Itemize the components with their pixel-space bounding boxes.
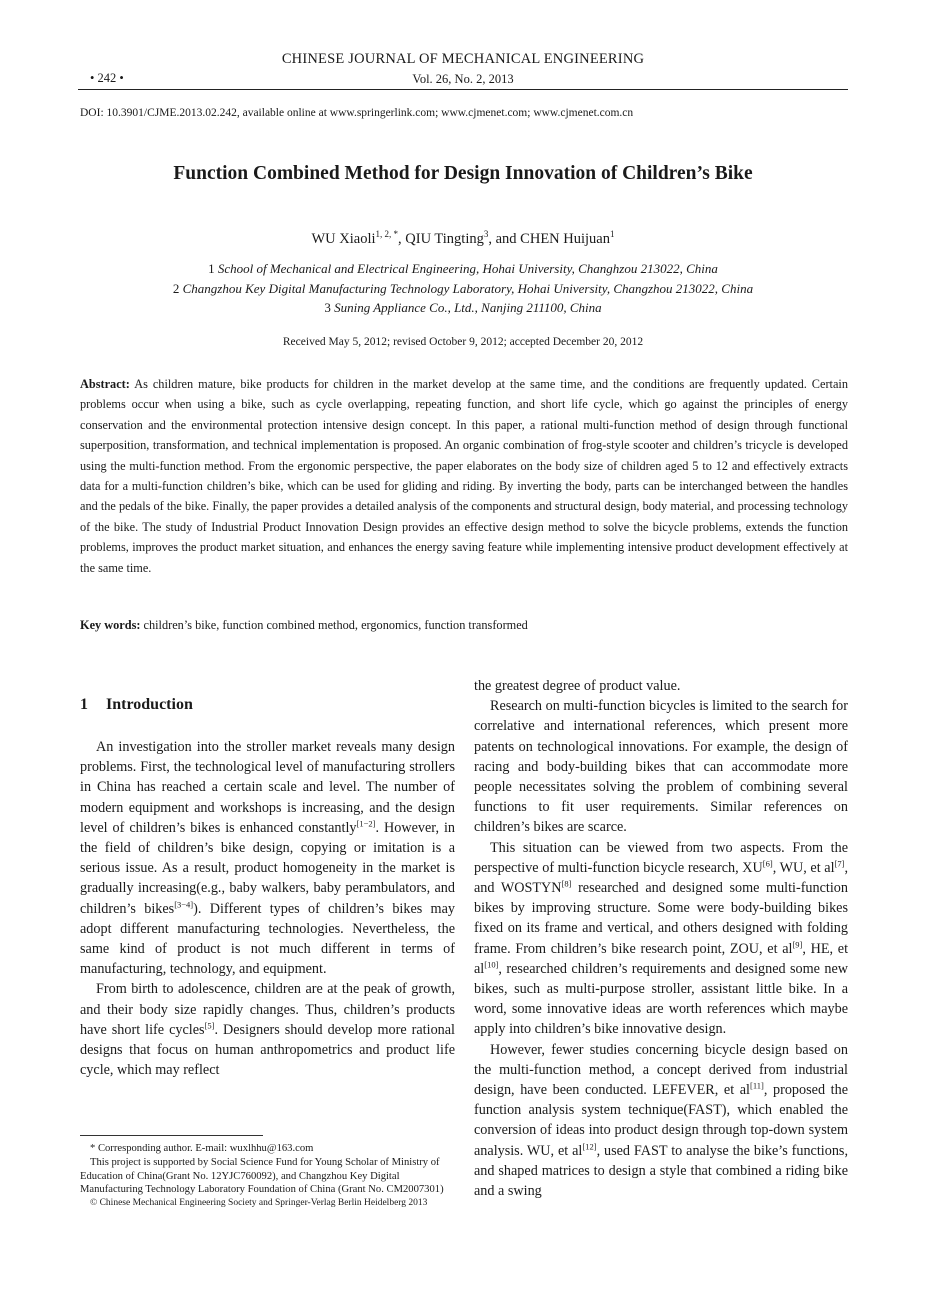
affiliation-2 [0,281,926,297]
paragraph [474,838,848,1040]
paragraph-text: This situation can be viewed from two aspects. From the perspective of multi-function bicycle research, XU [474,839,848,876]
author-separator: , [398,230,406,247]
corresponding-author-note: * Corresponding author. E-mail: wuxlhhu@163.com [90,1143,314,1154]
received-dates: Received May 5, 2012; revised October 9, 2012; accepted December 20, 2012 [282,336,644,348]
footnotes [80,1142,455,1211]
author-affiliation-mark: 3 [483,229,489,239]
paper-title: Function Combined Method for Design Innovation of Children’s Bike [173,163,753,184]
copyright-note: © Chinese Mechanical Engineering Society and Springer-Verlag Berlin Heidelberg 2013 [90,1198,428,1209]
paragraph-text: An investigation into the stroller market reveals many design problems. First, the technological level of manufacturing strollers in China has reached a certain scale and level. The number of modern equipment and workshops is increasing, and the design level of children’s bikes is enhanced constantly [80,739,455,836]
affiliation-number: 2 [172,281,180,296]
affiliation-1 [0,261,926,277]
paragraph [474,696,848,837]
funding-text: This project is supported by Social Science Fund for Young Scholar of Ministry of Education of China(Grant No. 12YJC760092), and Changzhou Key Digital Manufacturing Technology Laboratory Foundation of China (Grant No. CM2007301) [80,1156,444,1196]
affiliation-text: Changzhou Key Digital Manufacturing Technology Laboratory, Hohai University, Changzhou 213022, China [182,281,754,296]
citation-ref: [12] [582,1140,597,1151]
author-name: WU Xiaoli [311,230,376,247]
citation-ref: [11] [750,1080,764,1091]
citation-ref: [5] [204,1020,215,1031]
page-number: • 242 • [90,71,124,85]
paragraph [80,737,455,979]
author-name: QIU Tingting [405,230,484,247]
citation-ref: [6] [762,858,773,869]
paragraph-text: , WU, et al [772,859,835,876]
left-column [80,737,455,1080]
paragraph [474,1040,848,1202]
affiliation-text: School of Mechanical and Electrical Engineering, Hohai University, Changhzou 213022, China [217,261,718,276]
paragraph-text: However, fewer studies concerning bicycle design based on the multi-function method, a concept derived from industrial design, have been conducted. LEFEVER, et al [474,1041,848,1099]
affiliation-text: Suning Appliance Co., Ltd., Nanjing 211100, China [334,300,602,315]
author-affiliation-mark: 1 [609,229,615,239]
abstract [80,374,848,578]
volume-info: Vol. 26, No. 2, 2013 [412,72,514,86]
journal-name: CHINESE JOURNAL OF MECHANICAL ENGINEERING [281,51,645,67]
citation-ref: [8] [561,878,572,889]
paragraph-text: . Designers should develop more rational designs that focus on human anthropometrics and product life cycle, which may reflect [80,1021,455,1079]
author-affiliation-mark: 1, 2, * [375,229,399,239]
section-heading [80,696,193,714]
abstract-text: As children mature, bike products for children in the market develop at the same time, and the conditions are frequently updated. Certain problems occur when using a bike, such as cycle overlapping, repeating function, and short life cycle, which go against the principles of energy conservation and the environmental protection intensive design concept. In this paper, a rational multi-function method of design through functional superposition, transformation, and technical implementation is proposed. An organic combination of frog-style scooter and children’s tricycle is developed using the multi-function method. From the ergonomic perspective, the paper elaborates on the body size of children aged 5 to 12 and effectively extracts data for a multi-function children’s bike, which can be used for gliding and riding. By inverting the body, parts can be interchanged between the handles and the pedals of the bike. Finally, the paper provides a detailed analysis of the components and structural design, body material, and processing technology of the bike. The study of Industrial Product Innovation Design provides an effective design method to solve the bicycle problems, extends the function problems, improves the product market situation, and enhances the energy saving feature while implementing intensive product development effectively at the same time. [80,377,848,575]
paragraph-text: researched and designed some multi-function bikes by improving structure. Some were body-building bikes fixed on its frame and vertical, and others designed with folding frame. From children’s bike research point, ZOU, et al [474,880,848,957]
paragraph-text: ). Different types of children’s bikes may adopt different manufacturing technologies. Nevertheless, the same kind of product is not much different in terms of manufacturing, technology, and equipment. [80,900,455,978]
paragraph-text: Research on multi-function bicycles is limited to the search for correlative and international references, which present more patents on technological innovations. For example, the design of racing and body-building bikes that can accommodate more people necessitates solving the problem of combining several functions to fit user requirements. Similar references on children’s bikes are scarce. [474,698,848,836]
keywords-text: children’s bike, function combined method, ergonomics, function transformed [143,618,528,632]
paragraph-text: From birth to adolescence, children are at the peak of growth, and their body size rapidly changes. Thus, children’s products have short life cycles [80,981,455,1038]
citation-ref: [3−4] [174,898,194,909]
paragraph-text: , used FAST to analyse the bike’s functions, and shaped matrices to design a style that combined a riding bike and a swing [474,1142,848,1200]
paragraph-text: , HE, et al [474,940,849,977]
citation-ref: [1−2] [356,818,376,829]
funding-note [80,1156,455,1197]
keywords [80,618,848,633]
keywords-label: Key words: [80,618,141,632]
right-column [474,676,848,1201]
paragraph-text: . However, in the field of children’s bike design, copying or imitation is a serious issue. As a result, product homogeneity in the market is gradually increasing(e.g., baby walkers, baby perambulators, and children’s bikes [80,819,456,917]
author-name: CHEN Huijuan [520,230,610,247]
paragraph [80,979,455,1080]
citation-ref: [10] [484,959,499,970]
paragraph-text: , proposed the function analysis system technique(FAST), which enabled the conversion of ideas into product design through top-down system analysis. WU, et al [474,1082,848,1159]
paragraph [474,676,848,696]
header-rule [78,89,848,90]
paragraph-text: , and WOSTYN [474,859,848,897]
doi-line: DOI: 10.3901/CJME.2013.02.242, available online at www.springerlink.com; www.cjmenet.com; www.cjmenet.com.cn [80,107,634,119]
author-separator: , and [488,230,521,247]
paragraph-text: , researched children’s requirements and designed some new bikes, such as multi-purpose stroller, assistant little bike. In a word, some innovative ideas are worth references which maybe apply into children’s bike innovative design. [474,960,848,1038]
citation-ref: [9] [792,938,803,949]
section-number: 1 [80,696,88,713]
paragraph-text: the greatest degree of product value. [474,678,681,694]
affiliation-3 [0,300,926,316]
footnote-rule [80,1135,263,1136]
author-list [0,229,926,248]
affiliation-number: 3 [324,300,331,315]
affiliation-number: 1 [208,261,215,276]
citation-ref: [7] [834,858,845,869]
abstract-label: Abstract: [80,377,130,391]
section-title: Introduction [106,696,193,713]
